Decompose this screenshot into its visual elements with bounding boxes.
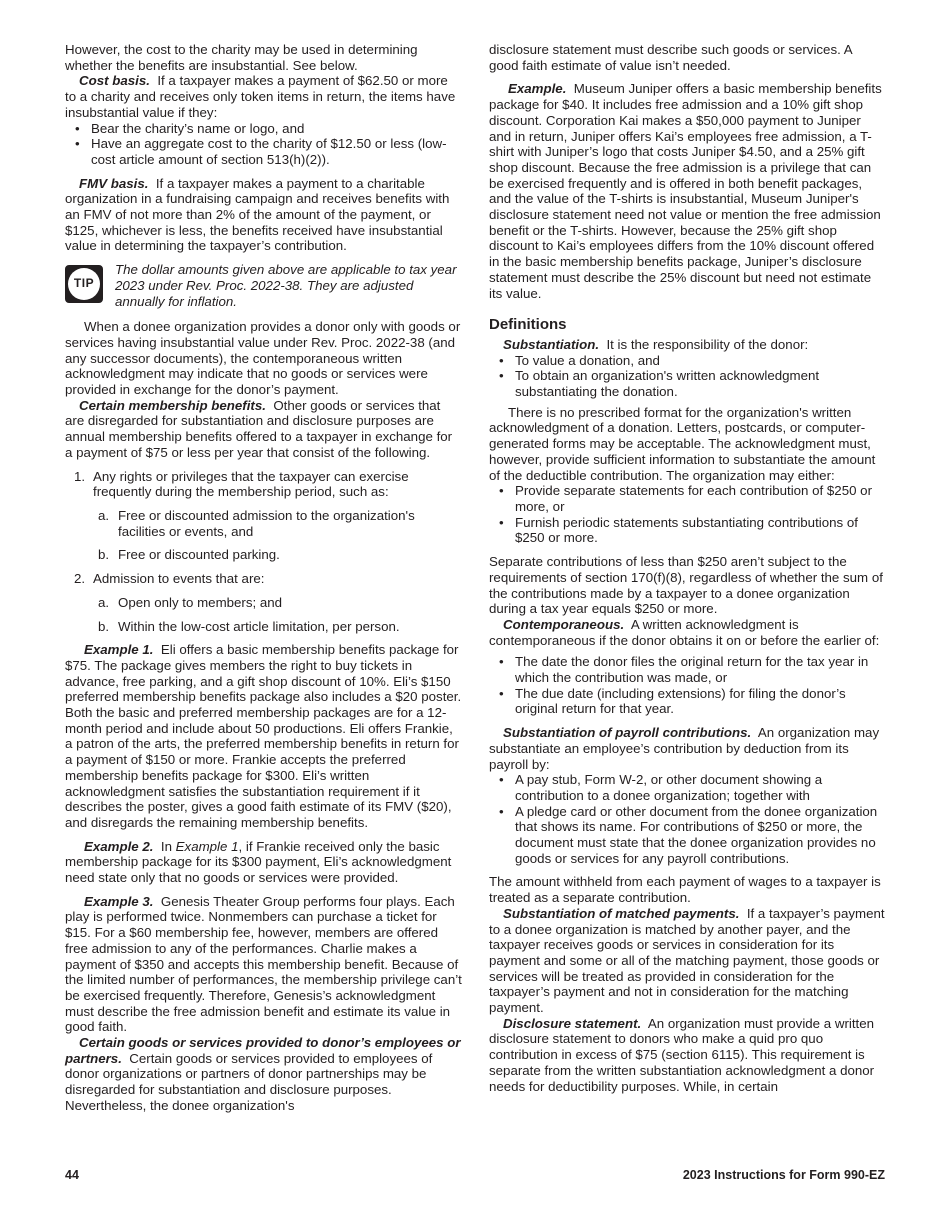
list-item: • Have an aggregate cost to the charity of $12.50 or less (low-cost article amount of section 513(h)(2)). bbox=[65, 136, 462, 167]
example-1-text: Eli offers a basic membership benefits package for $75. The package gives members the right to buy tickets in advance, free parking, and a gift shop discount of 10%. Eli’s $150 preferred membership benefits package also includes a $20 poster. Both the basic and preferred membership packages are for a 12-month period and include about 50 productions. Eli offers Frankie, a patron of the arts, the preferred membership benefits in return for a payment of $150 or more. Frankie accepts the preferred membership benefits package for $300. Eli’s written acknowledgment satisfies the substantiation requirement if it describes the poster, gives a good faith estimate of its FMV ($20), and disregards the remaining membership benefits. bbox=[65, 642, 462, 830]
sub-item-letter: b. bbox=[98, 547, 110, 563]
example-text: Museum Juniper offers a basic membership benefits package for $40. It includes free admission and a 10% gift shop discount. Corporation Kai makes a $50,000 payment to Juniper and in return, Juniper offers Kai’s employees free admission, a T-shirt with Juniper’s logo that costs Juniper $4.50, and a 25% gift shop discount. Because the free admission is a privilege that can be exercised frequently and is offered in both benefit packages, and the value of the T-shirts is insubstantial, Museum Juniper's disclosure statement need not value or mention the free admission benefit or the T-shirts. However, because the 25% gift shop discount to Kai’s employees differs from the 10% discount offered in the basic membership benefits package, Juniper’s disclosure statement must describe the 25% discount but need not estimate its value. bbox=[489, 81, 882, 301]
tip-callout bbox=[65, 262, 462, 309]
sub-item-text: Free or discounted admission to the organization's facilities or events, and bbox=[118, 507, 415, 539]
numbered-item bbox=[65, 469, 462, 500]
employees-title: Certain goods or services provided to donor’s employees or partners. bbox=[65, 1035, 461, 1066]
example-3-title: Example 3. bbox=[84, 893, 154, 909]
paragraph: There is no prescribed format for the organization's written acknowledgment of a donation. Letters, postcards, or computer-generated forms may be acceptable. The acknowledgment must, however, provide sufficient information to substantiate the amount of the deductible contribution. The organization may either: bbox=[489, 404, 876, 483]
payroll-list bbox=[489, 772, 885, 866]
example-3-paragraph bbox=[65, 894, 462, 1035]
substantiation-text: It is the responsibility of the donor: bbox=[606, 336, 809, 352]
substantiation-paragraph bbox=[489, 337, 885, 353]
cost-basis-title: Cost basis. bbox=[79, 73, 150, 89]
fmv-basis-paragraph bbox=[65, 176, 462, 255]
item-text: Any rights or privileges that the taxpayer can exercise frequently during the membership period, such as: bbox=[93, 468, 409, 500]
paragraph: disclosure statement must describe such goods or services. A good faith estimate of value isn’t needed. bbox=[489, 42, 852, 73]
matched-paragraph bbox=[489, 906, 885, 1016]
item-number: 1. bbox=[74, 468, 86, 484]
example-paragraph bbox=[489, 81, 885, 301]
sub-item-text: Free or discounted parking. bbox=[118, 547, 280, 563]
tip-icon bbox=[65, 265, 103, 303]
employees-paragraph bbox=[65, 1035, 462, 1114]
list-item: • Furnish periodic statements substantiating contributions of $250 or more. bbox=[489, 515, 885, 546]
sub-item-text: Within the low-cost article limitation, per person. bbox=[118, 618, 400, 634]
item-text: Admission to events that are: bbox=[93, 571, 265, 587]
paragraph: However, the cost to the charity may be used in determining whether the benefits are insubstantial. See below. bbox=[65, 42, 418, 73]
disclosure-text: An organization must provide a written disclosure statement to donors who make a quid pro quo contribution in excess of $75 (section 6115). This requirement is separate from the written substantiation acknowledgment a donor needs for deductibility purposes. While, in certain bbox=[489, 1015, 875, 1094]
form-title-footer: 2023 Instructions for Form 990-EZ bbox=[682, 1168, 885, 1182]
list-item: • To obtain an organization's written acknowledgment substantiating the donation. bbox=[489, 368, 885, 399]
list-item: • A pay stub, Form W-2, or other document showing a contribution to a donee organization; together with bbox=[489, 772, 885, 803]
matched-title: Substantiation of matched payments. bbox=[503, 905, 740, 921]
sub-item bbox=[65, 595, 462, 611]
employees-text: Certain goods or services provided to employees of donor organizations or partners of donor partnerships may be disregarded for substantiation and disclosure purposes. Nevertheless, the donee organization's bbox=[65, 1050, 433, 1113]
numbered-item bbox=[65, 571, 462, 587]
example-2-text: , if Frankie received only the basic membership package for its $300 payment, Eli’s acknowledgment need state only that no goods or services were provided. bbox=[65, 838, 452, 886]
page-number: 44 bbox=[65, 1168, 79, 1182]
paragraph: The amount withheld from each payment of wages to a taxpayer is treated as a separate contribution. bbox=[489, 874, 881, 906]
sub-item bbox=[65, 547, 462, 563]
fmv-basis-text: If a taxpayer makes a payment to a charitable organization in a fundraising campaign and receives benefits with an FMV of not more than 2% of the amount of the payment, or $125, whichever is less, the benefits received have insubstantial value in determining the taxpayer’s contribution. bbox=[65, 175, 450, 254]
tip-text: The dollar amounts given above are applicable to tax year 2023 under Rev. Proc. 2022-38. They are adjusted annually for inflation. bbox=[115, 262, 457, 309]
paragraph: Separate contributions of less than $250 aren’t subject to the requirements of section 170(f)(8), regardless of whether the sum of the contributions made by a taxpayer to a donee organization during a tax year equals $250 or more. bbox=[489, 554, 883, 617]
format-list bbox=[489, 483, 885, 546]
membership-title: Certain membership benefits. bbox=[79, 397, 266, 413]
item-number: 2. bbox=[74, 571, 86, 587]
example-2-ref: Example 1 bbox=[175, 838, 239, 854]
matched-text: If a taxpayer’s payment to a donee organization is matched by another payer, and the taxpayer receives goods or services in consideration for its payment and some or all of the matching payment, those goods or services will be treated as provided in consideration for the taxpayer’s payment and not in consideration for the matching payment. bbox=[489, 905, 885, 1016]
membership-paragraph bbox=[65, 398, 462, 461]
sub-item-letter: b. bbox=[98, 618, 110, 634]
example-1-title: Example 1. bbox=[84, 642, 154, 658]
example-3-text: Genesis Theater Group performs four plays. Each play is performed twice. Nonmembers can purchase a ticket for $15. For a $60 membership fee, however, members are offered free admission to any of the performances. Charlie makes a payment of $350 and accepts this membership benefit. Because of the limited number of performances, the membership privilege can’t be exercised frequently. Therefore, Genesis’s acknowledgment must describe the free admission benefit and estimate its value in good faith. bbox=[65, 893, 462, 1035]
left-column bbox=[65, 42, 462, 1114]
definitions-heading: Definitions bbox=[489, 316, 567, 334]
sub-item bbox=[65, 619, 462, 635]
payroll-text: An organization may substantiate an employee’s contribution by deduction from its payroll by: bbox=[489, 725, 880, 772]
example-2-pre: In bbox=[160, 838, 172, 854]
cost-basis-text: If a taxpayer makes a payment of $62.50 or more to a charity and receives only token items in return, the items have insubstantial value if they: bbox=[65, 73, 456, 120]
membership-text: Other goods or services that are disregarded for substantiation and disclosure purposes are annual membership benefits offered to a taxpayer in exchange for a payment of $75 or less per year that consist of the following. bbox=[65, 397, 453, 460]
contemporaneous-text: A written acknowledgment is contemporaneous if the donor obtains it on or before the earlier of: bbox=[489, 616, 880, 648]
example-1-paragraph bbox=[65, 642, 462, 830]
sub-item bbox=[65, 508, 462, 539]
list-item: • Bear the charity’s name or logo, and bbox=[65, 121, 462, 137]
disclosure-paragraph bbox=[489, 1016, 885, 1095]
example-title: Example. bbox=[508, 81, 567, 97]
sub-item-letter: a. bbox=[98, 507, 110, 523]
cost-basis-list bbox=[65, 121, 462, 168]
fmv-basis-title: FMV basis. bbox=[79, 175, 149, 191]
list-item: • Provide separate statements for each contribution of $250 or more, or bbox=[489, 483, 885, 514]
disclosure-title: Disclosure statement. bbox=[503, 1015, 642, 1031]
right-column bbox=[489, 42, 885, 1094]
list-item: • To value a donation, and bbox=[489, 353, 885, 369]
cost-basis-paragraph bbox=[65, 73, 462, 120]
sub-item-letter: a. bbox=[98, 594, 110, 610]
substantiation-list bbox=[489, 353, 885, 400]
contemporaneous-paragraph bbox=[489, 617, 885, 648]
sub-item-text: Open only to members; and bbox=[118, 594, 283, 610]
paragraph: When a donee organization provides a donor only with goods or services having insubstantial value under Rev. Proc. 2022-38 (and any successor documents), the contemporaneous written acknowledgment may indicate that no goods or services were provided in exchange for the donor’s payment. bbox=[65, 319, 461, 398]
substantiation-title: Substantiation. bbox=[503, 336, 600, 352]
list-item: • A pledge card or other document from the donee organization that shows its name. For contributions of $250 or more, the document must state that the donee organization provides no goods or services for any payroll contributions. bbox=[489, 804, 885, 867]
list-item: • The due date (including extensions) for filing the donor’s original return for that year. bbox=[489, 686, 885, 717]
example-2-title: Example 2. bbox=[84, 838, 154, 854]
contemporaneous-list bbox=[489, 654, 885, 717]
payroll-title: Substantiation of payroll contributions. bbox=[503, 725, 752, 741]
contemporaneous-title: Contemporaneous. bbox=[503, 616, 625, 632]
list-item: • The date the donor files the original return for the tax year in which the contribution was made, or bbox=[489, 654, 885, 685]
payroll-paragraph bbox=[489, 725, 885, 772]
tip-label: TIP bbox=[68, 268, 100, 300]
example-2-paragraph bbox=[65, 839, 462, 886]
